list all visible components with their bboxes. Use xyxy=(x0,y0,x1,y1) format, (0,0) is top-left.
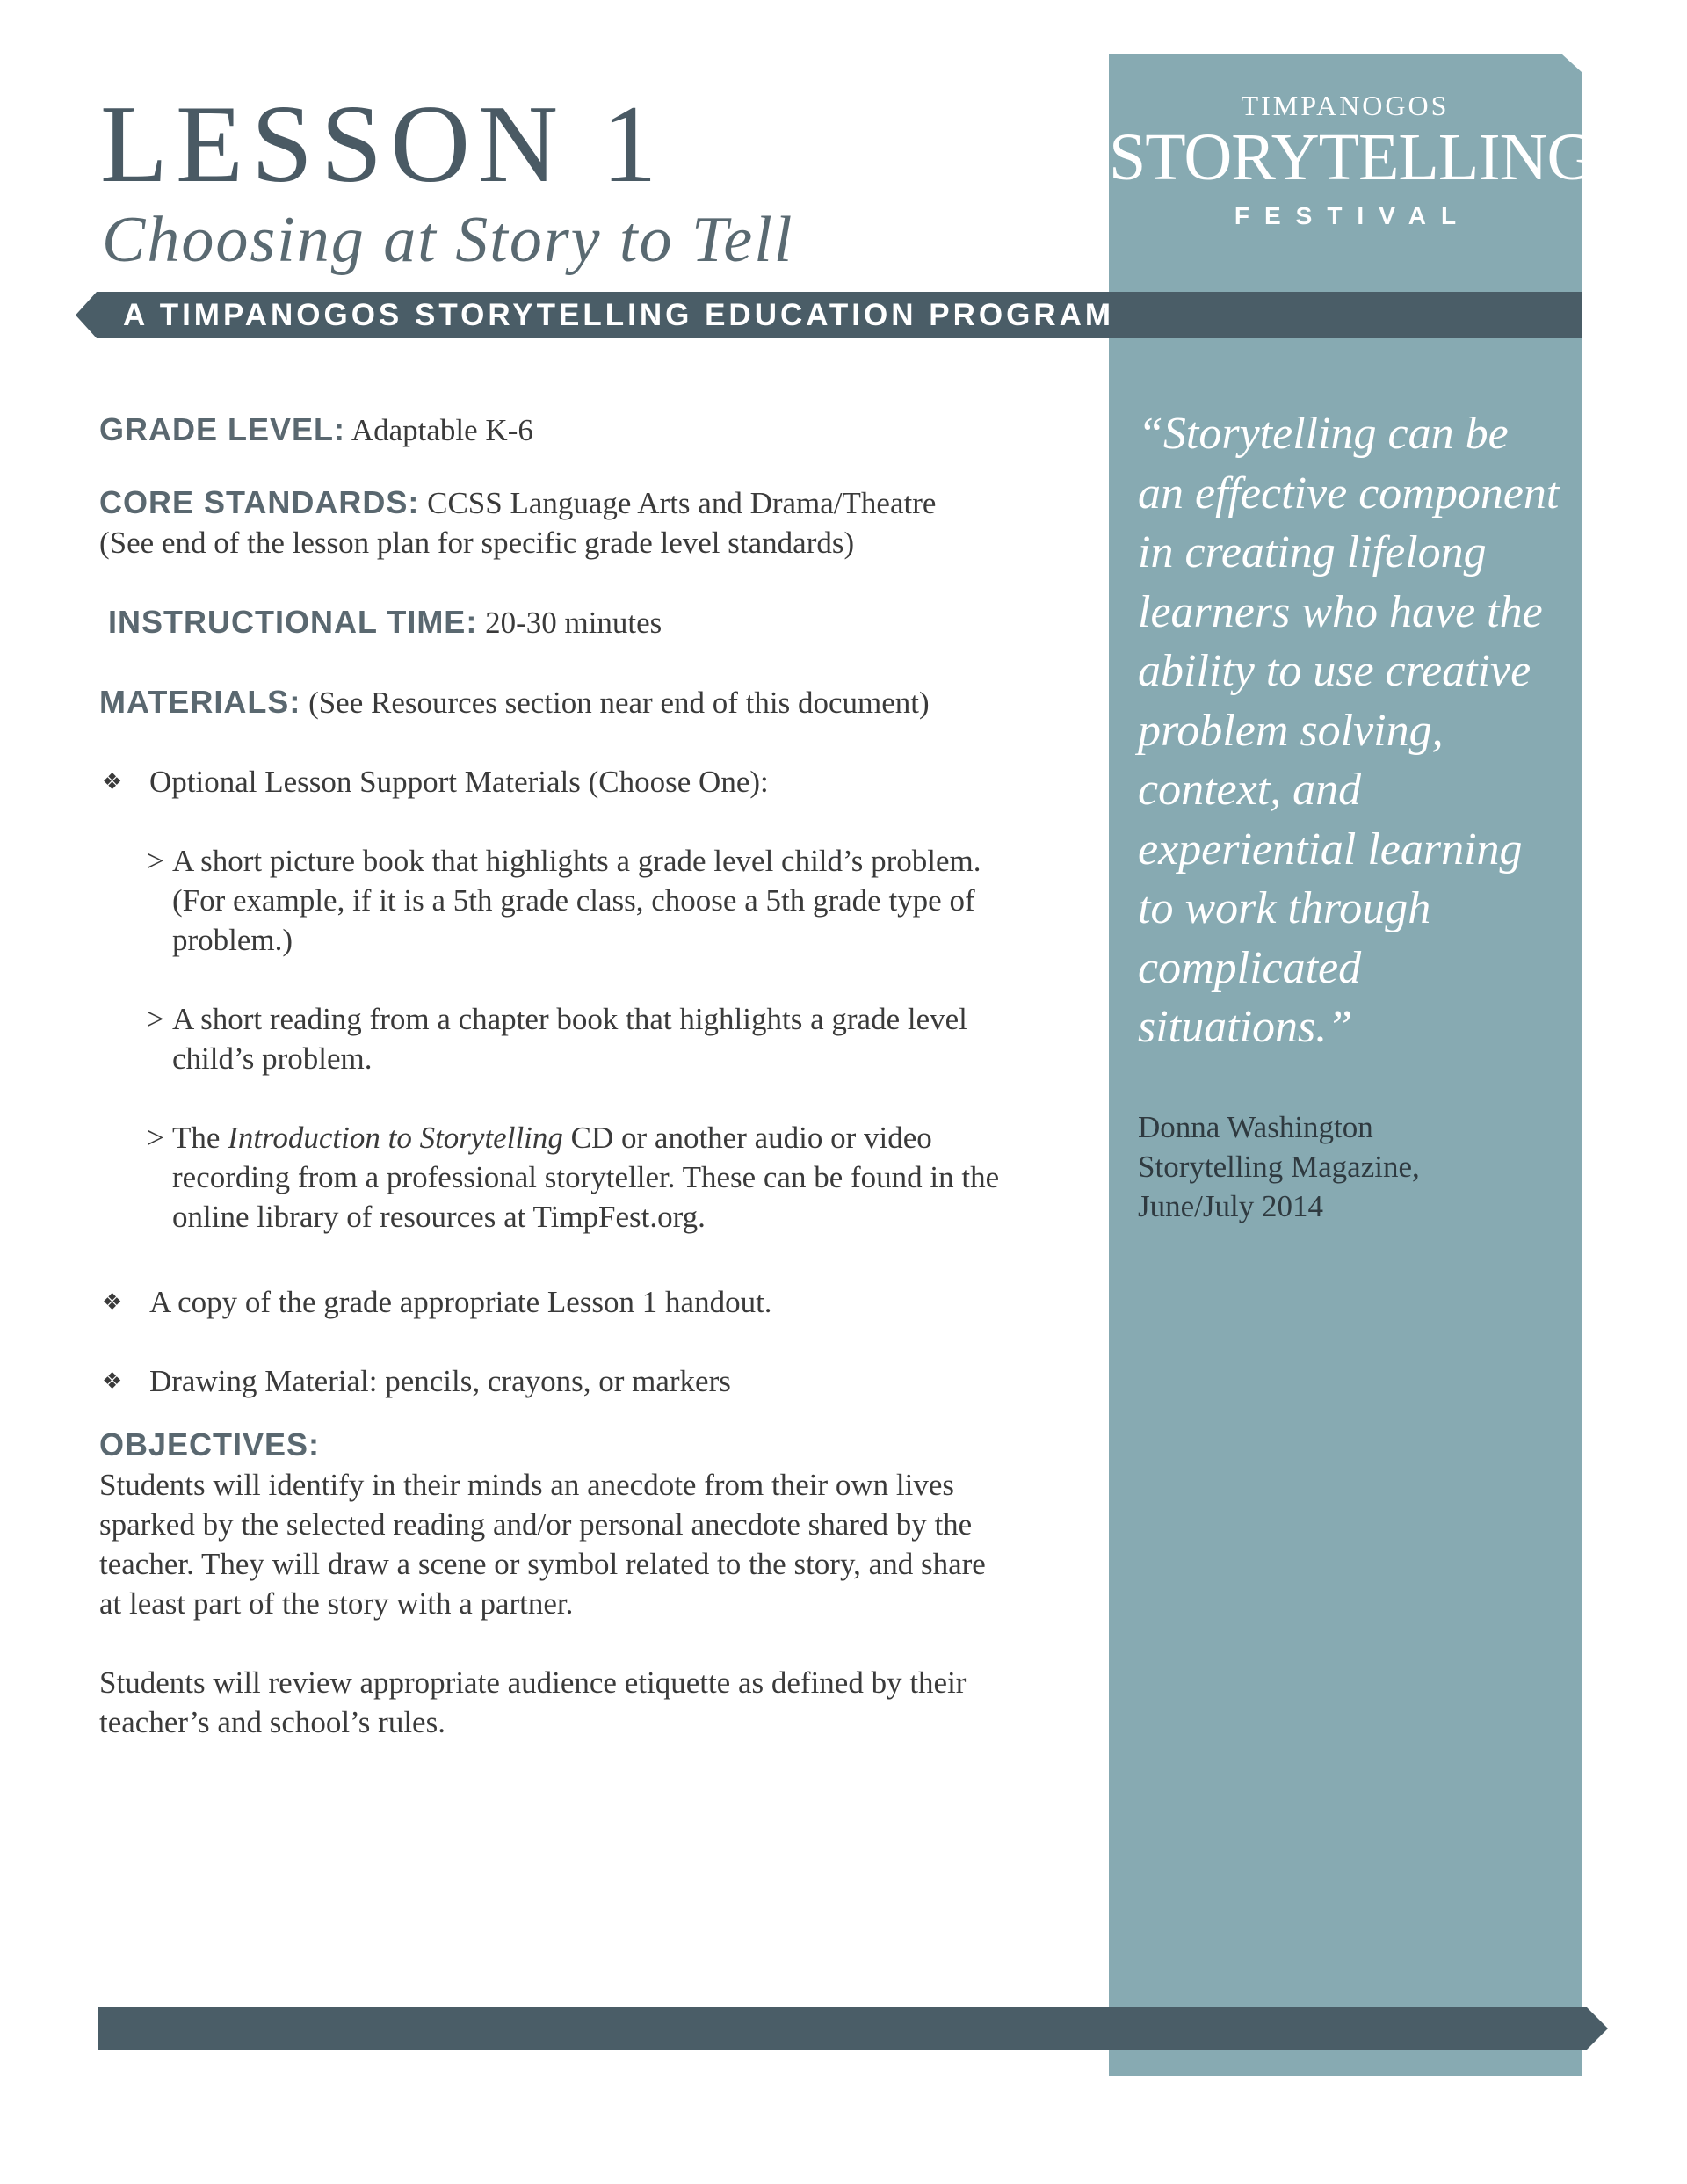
quote-line: context, and xyxy=(1138,765,1362,815)
core-standards-value: CCSS Language Arts and Drama/Theatre xyxy=(419,486,937,520)
quote-line: problem solving, xyxy=(1138,705,1444,756)
objectives-line: Students will identify in their minds an anecdote from their own lives xyxy=(99,1468,955,1502)
option-line: child’s problem. xyxy=(172,1041,373,1076)
quote-line: “Storytelling can be xyxy=(1138,409,1509,459)
quote-attribution xyxy=(1138,1107,1560,1226)
quote-line: experiential learning xyxy=(1138,824,1523,874)
bullet-diamond-icon: ❖ xyxy=(102,1368,123,1394)
objectives-label: OBJECTIVES: xyxy=(99,1426,321,1462)
attribution-source: Storytelling Magazine, xyxy=(1138,1150,1420,1184)
option-line: (For example, if it is a 5th grade class, choose a 5th grade type of xyxy=(172,883,975,918)
quote-line: learners who have the xyxy=(1138,586,1543,637)
grade-level-label: GRADE LEVEL: xyxy=(99,411,346,447)
objectives-line: teacher. They will draw a scene or symbol related to the story, and share xyxy=(99,1547,986,1581)
attribution-name: Donna Washington xyxy=(1138,1110,1373,1144)
option-picture-book xyxy=(99,841,1031,960)
objectives-heading xyxy=(99,1425,1031,1465)
objectives-line: teacher’s and school’s rules. xyxy=(99,1705,445,1739)
lesson-content xyxy=(99,410,1031,1742)
festival-logo xyxy=(1109,90,1595,234)
page-title: LESSON 1 xyxy=(100,83,665,206)
option-line: problem.) xyxy=(172,923,293,957)
objectives-paragraph-1 xyxy=(99,1465,1031,1623)
logo-line-1: TIMPANOGOS xyxy=(1241,90,1450,121)
option-marker: > xyxy=(147,844,164,878)
option-line: The xyxy=(172,1121,228,1155)
objectives-paragraph-2 xyxy=(99,1663,1031,1742)
handout-text: A copy of the grade appropriate Lesson 1 handout. xyxy=(149,1285,772,1319)
option-audio-recording xyxy=(99,1118,1031,1237)
sidebar-quote xyxy=(1138,404,1577,1057)
instructional-time-label: INSTRUCTIONAL TIME: xyxy=(108,604,478,640)
objectives-line: sparked by the selected reading and/or personal anecdote shared by the xyxy=(99,1507,973,1542)
core-standards xyxy=(99,483,1031,523)
option-line: recording from a professional storyteller. These can be found in the xyxy=(172,1160,1000,1194)
objectives-line: Students will review appropriate audience etiquette as defined by their xyxy=(99,1665,967,1700)
optional-heading: Optional Lesson Support Materials (Choose One): xyxy=(149,765,769,799)
core-standards-label: CORE STANDARDS: xyxy=(99,484,420,520)
quote-line: situations.” xyxy=(1138,1002,1353,1052)
quote-line: complicated xyxy=(1138,942,1362,993)
option-line: A short reading from a chapter book that highlights a grade level xyxy=(172,1002,967,1036)
grade-level xyxy=(99,410,1031,450)
drawing-text: Drawing Material: pencils, crayons, or markers xyxy=(149,1364,731,1398)
page-subtitle: Choosing at Story to Tell xyxy=(102,204,794,276)
bullet-diamond-icon: ❖ xyxy=(102,769,123,795)
quote-line: ability to use creative xyxy=(1138,646,1531,696)
logo-line-3: FESTIVAL xyxy=(1234,202,1472,229)
option-chapter-book xyxy=(99,999,1031,1078)
cd-title: Introduction to Storytelling xyxy=(228,1121,563,1155)
quote-line: to work through xyxy=(1138,883,1431,933)
instructional-time xyxy=(99,602,1031,642)
sidebar-panel xyxy=(1109,54,1595,2076)
bullet-drawing xyxy=(99,1361,1031,1401)
option-marker: > xyxy=(147,1121,164,1155)
program-banner-text: A TIMPANOGOS STORYTELLING EDUCATION PROGRAM xyxy=(123,298,1115,332)
bullet-optional xyxy=(99,762,1031,802)
quote-line: an effective component xyxy=(1138,468,1560,519)
option-line: A short picture book that highlights a grade level child’s problem. xyxy=(172,844,981,878)
option-line: CD or another audio or video xyxy=(562,1121,932,1155)
bullet-diamond-icon: ❖ xyxy=(102,1289,123,1315)
materials-label: MATERIALS: xyxy=(99,684,301,720)
logo-line-2: STORYTELLING xyxy=(1109,120,1595,194)
option-marker: > xyxy=(147,1002,164,1036)
bullet-handout xyxy=(99,1282,1031,1322)
materials xyxy=(99,682,1031,722)
option-line: online library of resources at TimpFest.org. xyxy=(172,1200,706,1234)
core-standards-note: (See end of the lesson plan for specific grade level standards) xyxy=(99,526,855,560)
grade-level-value: Adaptable K-6 xyxy=(345,413,533,447)
quote-line: in creating lifelong xyxy=(1138,527,1487,577)
objectives-line: at least part of the story with a partner. xyxy=(99,1586,574,1621)
attribution-date: June/July 2014 xyxy=(1138,1189,1323,1223)
footer-banner xyxy=(98,2007,1608,2050)
instructional-time-value: 20-30 minutes xyxy=(477,606,662,640)
materials-value: (See Resources section near end of this document) xyxy=(300,686,930,720)
